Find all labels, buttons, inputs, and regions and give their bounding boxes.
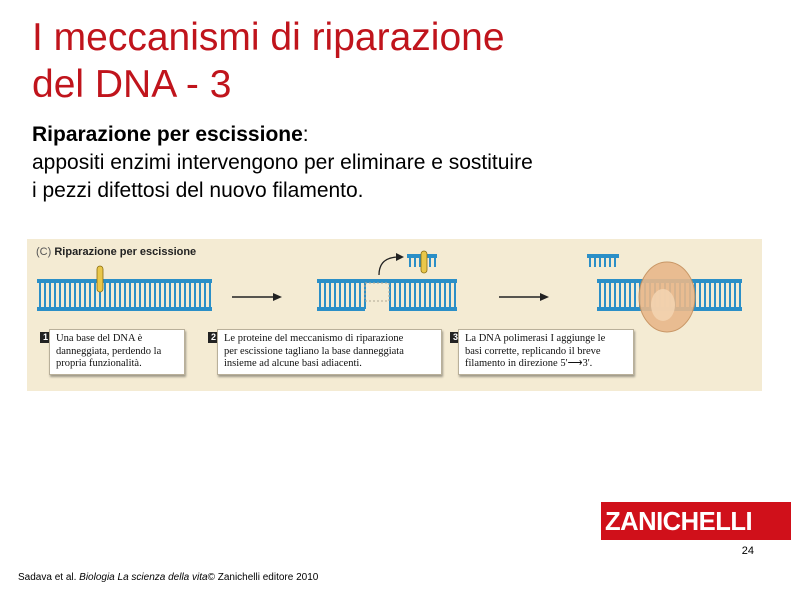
zanichelli-logo: ZANICHELLI [601,502,791,540]
step-2-line-3: insieme ad alcune basi adiacenti. [224,358,362,369]
dna-polymerase-i-highlight [651,289,675,321]
excised-gap-outline [365,283,389,301]
step-1-line-3: propria funzionalità. [56,358,142,369]
process-arrow-1-head [273,293,282,301]
step-3-number: 3 [450,332,461,343]
damaged-base-panel-1 [97,266,103,292]
figure-tag: (C) [36,246,52,258]
step-1-line-1: Una base del DNA è [56,333,143,344]
footer-copyright: © Zanichelli editore 2010 [207,572,319,583]
process-arrow-2-head [540,293,549,301]
step-3-line-3: filamento in direzione 5'⟶3'. [465,358,593,369]
step-1-number: 1 [40,332,51,343]
subtitle-line-2: appositi enzimi intervengono per eliminare e sostituire [32,151,533,174]
footer-citation [18,572,318,583]
slide-title [32,14,732,108]
title-line-2: del DNA - 3 [32,63,232,106]
subtitle-term: Riparazione per escissione [32,123,303,146]
figure-heading [36,246,196,258]
footer-book-title: Biologia La scienza della vita [79,572,208,583]
step-1-caption [49,329,185,375]
removal-arrow-head [396,253,404,261]
step-3-line-1: La DNA polimerasi I aggiunge le [465,333,606,344]
step-2-line-2: per escissione tagliano la base danneggiata [224,345,404,357]
step-1-line-2: danneggiata, perdendo la [56,345,162,357]
page-number: 24 [741,545,754,557]
slide-subtitle [32,121,732,205]
damaged-base-excised [421,251,427,273]
footer-authors: Sadava et al. [18,572,80,583]
step-3-caption [458,329,634,375]
title-line-1: I meccanismi di riparazione [32,16,505,59]
step-2-line-1: Le proteine del meccanismo di riparazione [224,333,404,344]
figure-heading-text: Riparazione per escissione [54,246,197,258]
subtitle-line-3: i pezzi difettosi del nuovo filamento. [32,179,364,202]
subtitle-colon: : [302,123,309,146]
step-2-number: 2 [208,332,219,343]
step-3-line-2: basi corrette, replicando il breve [465,345,601,357]
excision-repair-figure [27,239,762,391]
step-2-caption [217,329,442,375]
